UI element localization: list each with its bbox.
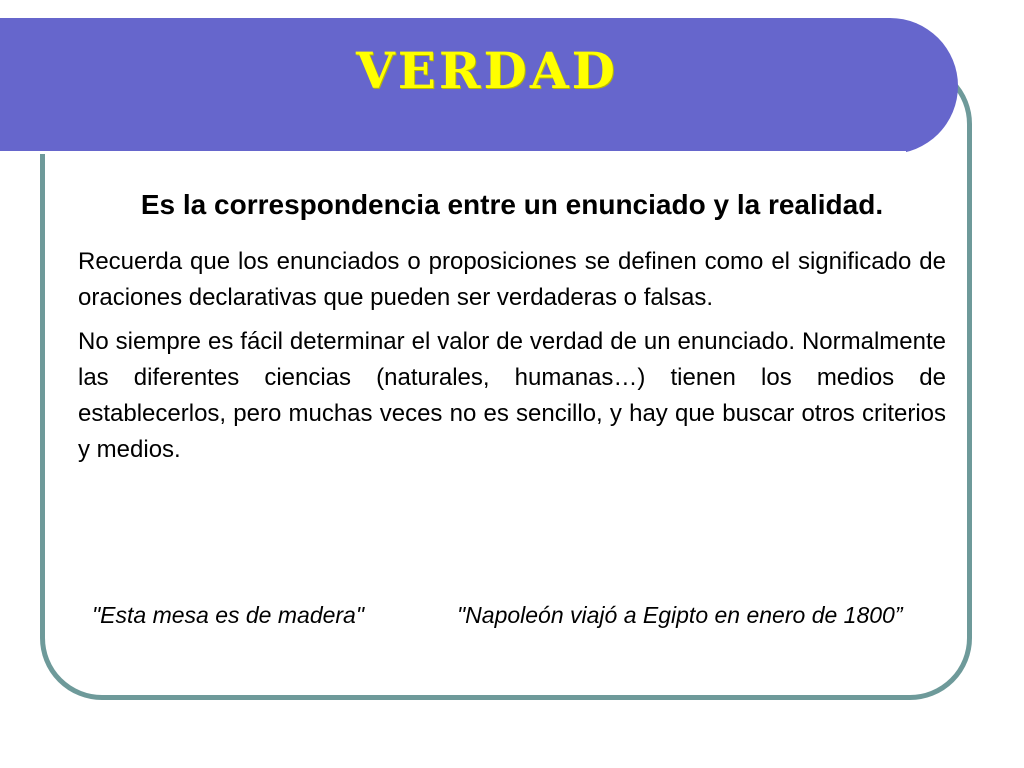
slide-title: VERDAD: [356, 41, 618, 100]
example-quote-table: "Esta mesa es de madera": [92, 602, 365, 628]
definition-text: Es la correspondencia entre un enunciado y la realidad.: [140, 189, 884, 220]
slide-content: [78, 186, 946, 476]
title-underline: [0, 151, 906, 154]
paragraph-propositions: Recuerda que los enunciados o proposiciones se definen como el significado de oraciones declarativas que pueden ser verdaderas o falsas.: [78, 248, 946, 311]
example-quote-napoleon: "Napoleón viajó a Egipto en enero de 1800”: [457, 602, 903, 628]
paragraph-truth-value: No siempre es fácil determinar el valor de verdad de un enunciado. Normalmente las diferentes ciencias (naturales, humanas…) tienen los medios de establecerlos, pero muchas veces no es sencillo, y hay que buscar otros criterios y medios.: [78, 328, 946, 463]
